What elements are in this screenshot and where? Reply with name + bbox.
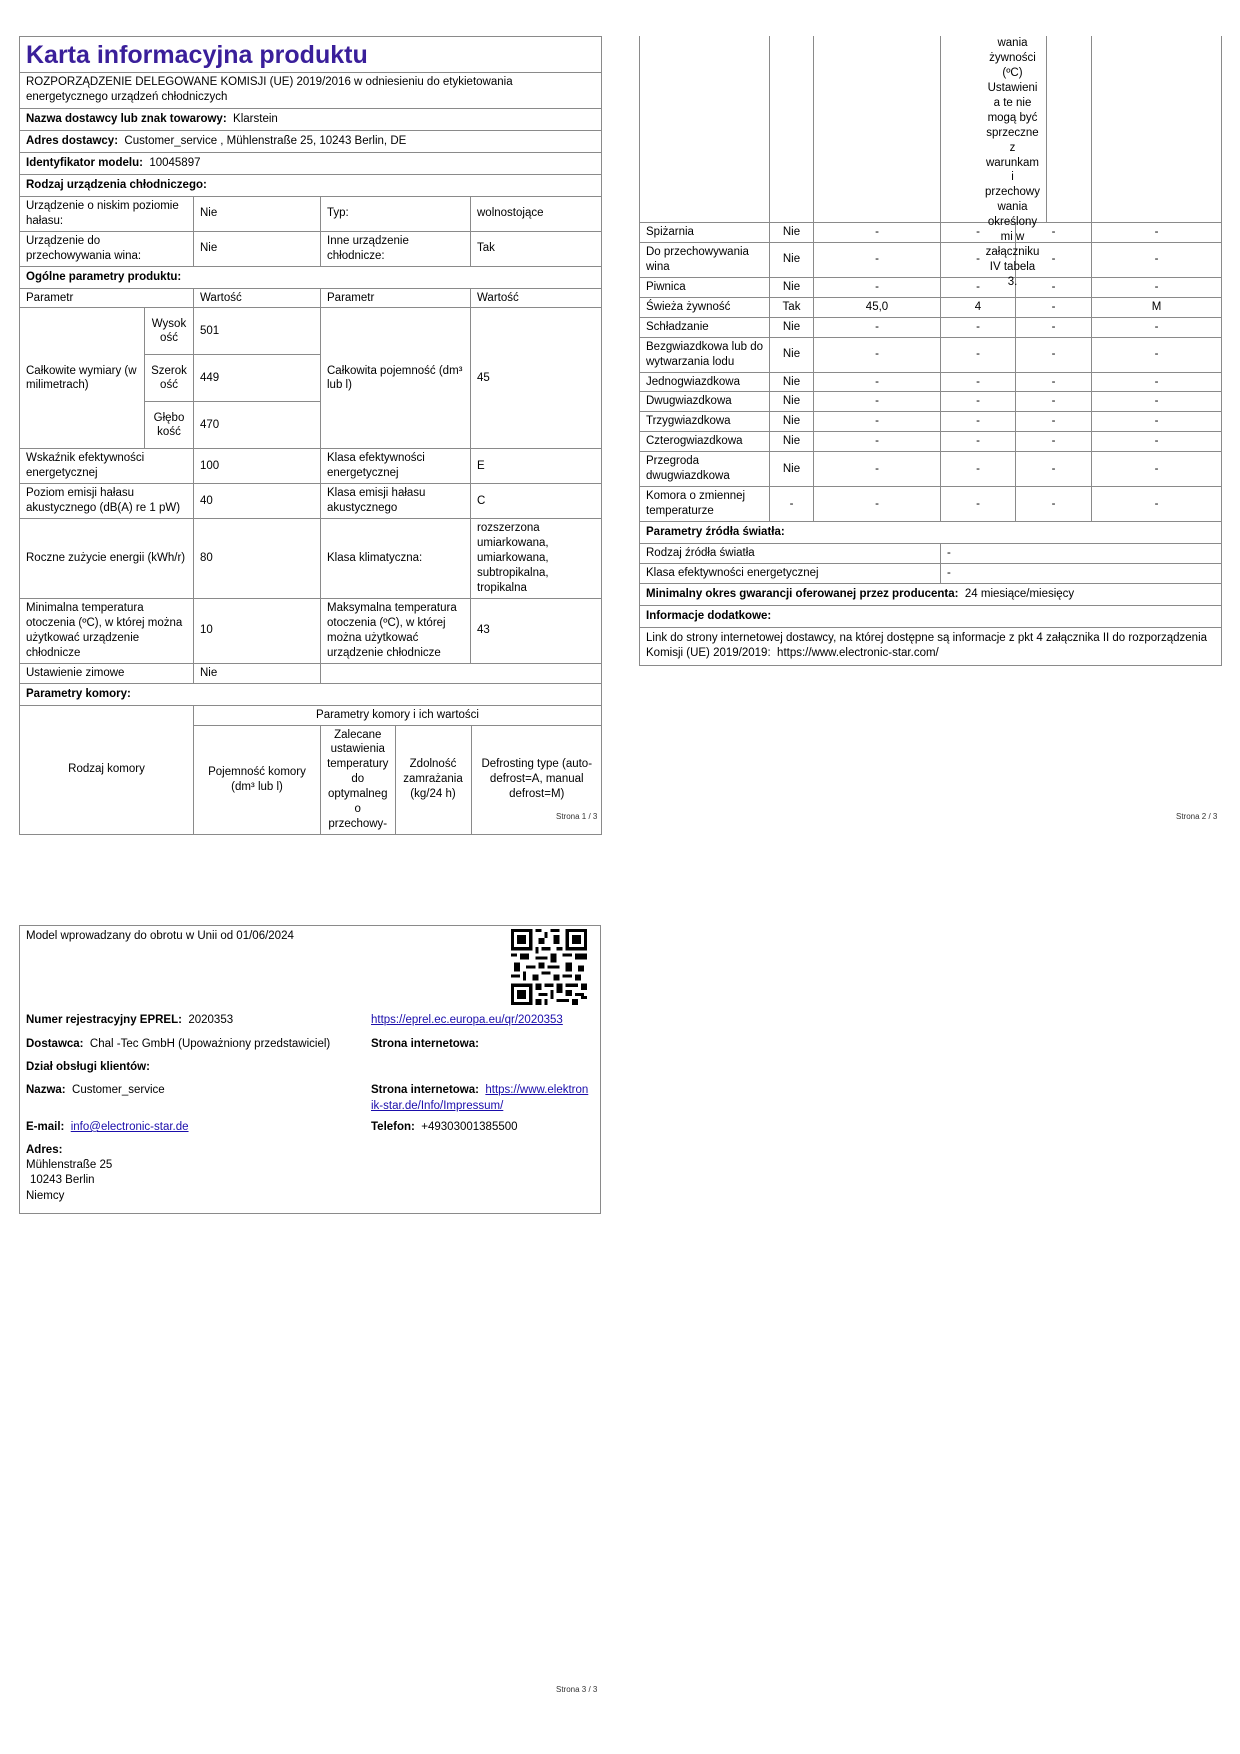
light-params-heading: Parametry źródła światła: [640, 522, 1222, 544]
width-label: Szerokość [145, 355, 194, 402]
website-label: Strona internetowa: [371, 1038, 479, 1050]
chamber-temp-cell: - [941, 372, 1016, 392]
table-row [640, 412, 1222, 432]
chamber-temp-cell: - [941, 432, 1016, 452]
service-name-label: Nazwa: [26, 1084, 66, 1096]
volume-label: Całkowita pojemność (dm³ lub l) [321, 308, 471, 449]
chamber-temp-cell: - [941, 242, 1016, 277]
annual-energy-label: Roczne zużycie energii (kWh/r) [20, 519, 194, 599]
general-params-heading: Ogólne parametry produktu: [20, 266, 602, 288]
eei-value: 100 [194, 449, 321, 484]
winter-setting-value: Nie [194, 663, 321, 683]
email-label: E-mail: [26, 1121, 65, 1133]
page-1 [19, 36, 601, 835]
chamber-freeze-header: Zdolność zamrażania (kg/24 h) [395, 726, 471, 835]
chamber-defrost-cell: - [1092, 223, 1222, 243]
low-noise-value: Nie [194, 196, 321, 231]
chamber-freeze-cell: - [1016, 392, 1092, 412]
chamber-name-cell: Jednogwiazdkowa [640, 372, 770, 392]
phone-value: +49303001385500 [421, 1121, 518, 1133]
supplier-label: Nazwa dostawcy lub znak towarowy: [26, 112, 227, 125]
table-row [640, 277, 1222, 297]
chamber-freeze-cell: - [1016, 242, 1092, 277]
chamber-temp-cell: - [941, 317, 1016, 337]
chamber-volume-cell: - [814, 277, 941, 297]
chamber-name-cell: Schładzanie [640, 317, 770, 337]
noise-class-label: Klasa emisji hałasu akustycznego [321, 484, 471, 519]
chamber-name-cell: Trzygwiazdkowa [640, 412, 770, 432]
address-row [20, 130, 602, 152]
chamber-defrost-cell: - [1092, 487, 1222, 522]
eprel-label: Numer rejestracyjny EPREL: [26, 1014, 182, 1026]
chamber-present-cell: Nie [770, 317, 814, 337]
chamber-present-cell: Nie [770, 223, 814, 243]
chamber-volume-cell: - [814, 487, 941, 522]
chamber-present-cell: Nie [770, 337, 814, 372]
width-value: 449 [194, 355, 321, 402]
chamber-freeze-cell: - [1016, 372, 1092, 392]
chamber-present-cell: - [770, 487, 814, 522]
climate-class-value: rozszerzona umiarkowana, umiarkowana, subtropikalna, tropikalna [471, 519, 602, 599]
light-class-label: Klasa efektywności energetycznej [640, 563, 941, 583]
depth-value: 470 [194, 402, 321, 449]
page-title: Karta informacyjna produktu [20, 37, 602, 73]
chamber-volume-cell: - [814, 317, 941, 337]
chamber-volume-cell: - [814, 412, 941, 432]
climate-class-label: Klasa klimatyczna: [321, 519, 471, 599]
max-temp-label: Maksymalna temperatura otoczenia (ºC), w której można użytkować urządzenie chłodnicze [321, 598, 471, 663]
chamber-defrost-cell: - [1092, 392, 1222, 412]
chamber-name-cell: Dwugwiazdkowa [640, 392, 770, 412]
temp-header-continuation [941, 36, 1092, 288]
service-name-row [26, 1083, 165, 1098]
chamber-present-cell: Nie [770, 372, 814, 392]
address-label: Adres dostawcy: [26, 134, 119, 147]
chamber-present-cell: Nie [770, 412, 814, 432]
chamber-temp-cell: - [941, 412, 1016, 432]
chamber-volume-cell: - [814, 432, 941, 452]
energy-class-value: E [471, 449, 602, 484]
depth-label: Głębokość [145, 402, 194, 449]
chamber-defrost-cell: - [1092, 412, 1222, 432]
chamber-type-header: Rodzaj komory [20, 705, 194, 835]
supplier-row [26, 1037, 330, 1052]
chamber-freeze-cell: - [1016, 317, 1092, 337]
type-label: Typ: [321, 196, 471, 231]
chamber-volume-cell: - [814, 242, 941, 277]
supplier-link-row [640, 627, 1222, 665]
chamber-rows [640, 223, 1222, 522]
chamber-table-continued [639, 36, 1222, 666]
height-value: 501 [194, 308, 321, 355]
chamber-present-cell: Nie [770, 392, 814, 412]
supplier-row [20, 108, 602, 130]
supplier-value: Klarstein [233, 112, 278, 125]
phone-label: Telefon: [371, 1121, 415, 1133]
height-label: Wysokość [145, 308, 194, 355]
chamber-defrost-cell: - [1092, 452, 1222, 487]
supplier-link-url[interactable]: https://www.electronic-star.com/ [777, 647, 939, 660]
table-row [640, 487, 1222, 522]
chamber-name-cell: Do przechowywania wina [640, 242, 770, 277]
email-row [26, 1120, 189, 1135]
chamber-volume-cell: 45,0 [814, 297, 941, 317]
noise-label: Poziom emisji hałasu akustycznego (dB(A) re 1 pW) [20, 484, 194, 519]
supplier-value: Chal -Tec GmbH (Upoważniony przedstawiciel) [89, 1038, 331, 1050]
table-row [640, 432, 1222, 452]
qr-code-graphic [511, 929, 587, 1005]
chamber-volume-cell: - [814, 372, 941, 392]
additional-info-heading: Informacje dodatkowe: [640, 605, 1222, 627]
chamber-temp-cell: - [941, 452, 1016, 487]
eprel-value: 2020353 [188, 1014, 234, 1026]
postal-address-line2: 10243 Berlin [30, 1174, 95, 1187]
supplier-label: Dostawca: [26, 1038, 84, 1050]
low-noise-label: Urządzenie o niskim poziomie hałasu: [20, 196, 194, 231]
table-row [640, 297, 1222, 317]
chamber-temp-cell: - [941, 277, 1016, 297]
temp-header-end: wania żywności (ºC) [989, 37, 1036, 79]
annual-energy-value: 80 [194, 519, 321, 599]
page-number-2: Strona 2 / 3 [1176, 812, 1218, 821]
chamber-name-cell: Przegroda dwugwiazdkowa [640, 452, 770, 487]
postal-address-label: Adres: [26, 1144, 63, 1156]
product-info-table [19, 36, 602, 835]
page-2 [639, 36, 1221, 666]
chamber-defrost-cell: - [1092, 277, 1222, 297]
chamber-freeze-cell: - [1016, 277, 1092, 297]
eprel-row [26, 1013, 233, 1028]
email-link[interactable]: info@electronic-star.de [70, 1121, 189, 1133]
chamber-volume-cell: - [814, 223, 941, 243]
eei-label: Wskaźnik efektywności energetycznej [20, 449, 194, 484]
chamber-present-cell: Nie [770, 432, 814, 452]
chamber-defrost-header: Defrosting type (auto-defrost=A, manual defrost=M) [481, 758, 593, 801]
empty-cell [321, 663, 602, 683]
chamber-temp-cell: - [941, 223, 1016, 243]
empty-cell [770, 36, 814, 223]
postal-address-line3: Niemcy [26, 1189, 65, 1202]
col-value-header-2: Wartość [471, 288, 602, 308]
chamber-defrost-cell: - [1092, 242, 1222, 277]
noise-class-value: C [471, 484, 602, 519]
chamber-temp-cell: - [941, 337, 1016, 372]
col-param-header-2: Parametr [321, 288, 471, 308]
chamber-temp-cell: - [941, 487, 1016, 522]
table-row [640, 223, 1222, 243]
chamber-params-heading: Parametry komory: [20, 683, 602, 705]
chamber-freeze-cell: - [1016, 432, 1092, 452]
dimensions-label: Całkowite wymiary (w milimetrach) [20, 308, 145, 449]
noise-value: 40 [194, 484, 321, 519]
col-value-header: Wartość [194, 288, 321, 308]
energy-class-label: Klasa efektywności energetycznej [321, 449, 471, 484]
chamber-freeze-cell: - [1016, 452, 1092, 487]
wine-label: Urządzenie do przechowywania wina: [20, 231, 194, 266]
supplier-link-text: Link do strony internetowej dostawcy, na której dostępne są informacje z pkt 4 załącznika II do rozporządzenia Komisji (UE) 2019/2019: [646, 632, 1208, 660]
other-appliance-label: Inne urządzenie chłodnicze: [321, 231, 471, 266]
chamber-present-cell: Nie [770, 277, 814, 297]
chamber-name-cell: Czterogwiazdkowa [640, 432, 770, 452]
chamber-temp-cell: - [941, 392, 1016, 412]
table-row [640, 337, 1222, 372]
postal-address-line1: Mühlenstraße 25 [26, 1159, 113, 1172]
chamber-name-cell: Spiżarnia [640, 223, 770, 243]
chamber-present-cell: Tak [770, 297, 814, 317]
light-type-label: Rodzaj źródła światła [640, 544, 941, 564]
max-temp-value: 43 [471, 598, 602, 663]
website2-label: Strona internetowa: [371, 1084, 479, 1096]
chamber-freeze-cell: - [1016, 487, 1092, 522]
chamber-defrost-cell: - [1092, 432, 1222, 452]
light-class-value: - [941, 563, 1222, 583]
chamber-values-header: Parametry komory i ich wartości [194, 705, 602, 725]
chamber-freeze-cell: - [1016, 412, 1092, 432]
chamber-volume-cell: - [814, 337, 941, 372]
empty-cell [640, 36, 770, 223]
chamber-name-cell: Piwnica [640, 277, 770, 297]
chamber-defrost-cell: M [1092, 297, 1222, 317]
customer-service-heading: Dział obsługi klientów: [26, 1061, 150, 1073]
min-temp-value: 10 [194, 598, 321, 663]
model-row [20, 152, 602, 174]
website2-link-cont[interactable]: ik-star.de/Info/Impressum/ [371, 1099, 504, 1112]
market-date: Model wprowadzany do obrotu w Unii od 01/06/2024 [26, 930, 294, 942]
model-value: 10045897 [149, 156, 201, 169]
chamber-defrost-cell: - [1092, 372, 1222, 392]
chamber-volume-header: Pojemność komory (dm³ lub l) [194, 725, 321, 835]
table-row [640, 242, 1222, 277]
warranty-value: 24 miesiące/miesięcy [964, 587, 1075, 600]
website2-link[interactable]: https://www.elektron [485, 1084, 589, 1096]
chamber-volume-cell: - [814, 392, 941, 412]
chamber-name-cell: Bezgwiazdkowa lub do wytwarzania lodu [640, 337, 770, 372]
postal-address [26, 1143, 112, 1204]
chamber-present-cell: Nie [770, 242, 814, 277]
chamber-present-cell: Nie [770, 452, 814, 487]
chamber-name-cell: Świeża żywność [640, 297, 770, 317]
appliance-type-heading: Rodzaj urządzenia chłodniczego: [20, 174, 602, 196]
volume-value: 45 [471, 308, 602, 449]
table-row [640, 392, 1222, 412]
warranty-label: Minimalny okres gwarancji oferowanej przez producenta: [646, 587, 959, 600]
min-temp-label: Minimalna temperatura otoczenia (ºC), w której można użytkować urządzenie chłodnicze [20, 598, 194, 663]
wine-value: Nie [194, 231, 321, 266]
page-number-1: Strona 1 / 3 [556, 812, 598, 821]
service-name-value: Customer_service [72, 1084, 165, 1096]
table-row [640, 452, 1222, 487]
col-param-header: Parametr [20, 288, 194, 308]
chamber-defrost-cell: - [1092, 317, 1222, 337]
website2-row [371, 1083, 588, 1114]
table-row [640, 317, 1222, 337]
chamber-freeze-cell: - [1016, 297, 1092, 317]
chamber-name-cell: Komora o zmiennej temperaturze [640, 487, 770, 522]
page-number-3: Strona 3 / 3 [556, 1685, 598, 1694]
empty-cell [814, 36, 941, 223]
chamber-temp-header: Zalecane ustawienia temperatury do optymalnego przechowy- [321, 726, 395, 835]
table-row [640, 372, 1222, 392]
chamber-volume-cell: - [814, 452, 941, 487]
eprel-link[interactable]: https://eprel.ec.europa.eu/qr/2020353 [371, 1014, 563, 1026]
warranty-row [640, 583, 1222, 605]
address-value: Customer_service , Mühlenstraße 25, 10243 Berlin, DE [124, 134, 407, 147]
chamber-freeze-cell: - [1016, 223, 1092, 243]
empty-cell [1092, 36, 1222, 223]
regulation-text: ROZPORZĄDZENIE DELEGOWANE KOMISJI (UE) 2019/2016 w odniesieniu do etykietowania energetycznego urządzeń chłodniczych [20, 72, 602, 108]
chamber-freeze-cell: - [1016, 337, 1092, 372]
model-label: Identyfikator modelu: [26, 156, 143, 169]
chamber-temp-cell: 4 [941, 297, 1016, 317]
other-appliance-value: Tak [471, 231, 602, 266]
temp-header-note: Ustawienia te nie mogą być sprzeczne z warunkami przechowywania określonymi w załączniku IV tabela 3. [985, 81, 1040, 288]
qr-code-icon[interactable] [511, 929, 587, 1005]
light-type-value: - [941, 544, 1222, 564]
phone-row [371, 1120, 518, 1135]
chamber-defrost-cell: - [1092, 337, 1222, 372]
type-value: wolnostojące [471, 196, 602, 231]
winter-setting-label: Ustawienie zimowe [20, 663, 194, 683]
